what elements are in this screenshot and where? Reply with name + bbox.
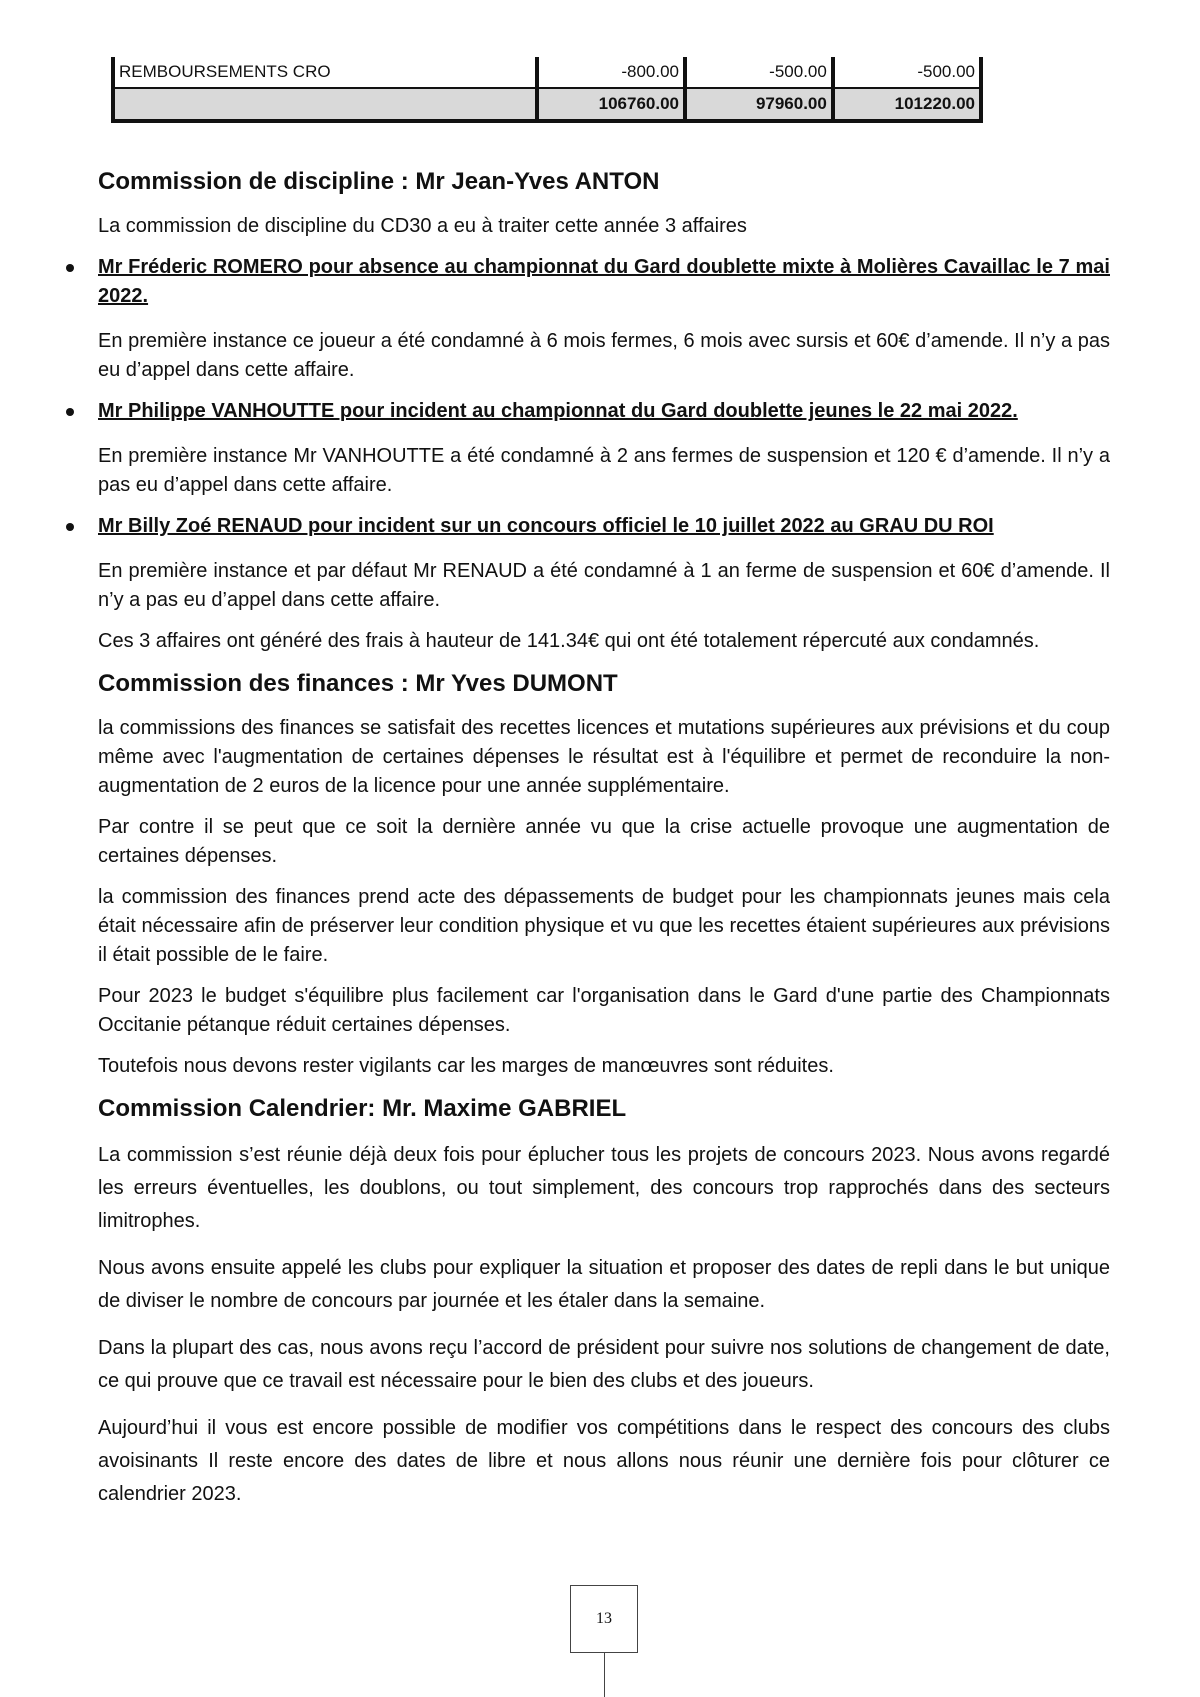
finances-paragraph: la commissions des finances se satisfait des recettes licences et mutations supérieures aux prévisions et du coup même avec l'augmentation de certaines dépenses le résultat est à l'équilibre et permet de reconduire la non-augmentation de 2 euros de la licence pour une année supplémentaire. [98,717,1110,797]
discipline-closing: Ces 3 affaires ont généré des frais à hauteur de 141.34€ qui ont été totalement répercuté aux condamnés. [98,630,1040,652]
finances-paragraph: Toutefois nous devons rester vigilants car les marges de manœuvres sont réduites. [98,1055,834,1077]
calendrier-paragraph: Nous avons ensuite appelé les clubs pour expliquer la situation et proposer des dates de repli dans le but unique de diviser le nombre de concours par journée et les étaler dans la semaine. [98,1257,1110,1312]
table-row [113,57,981,88]
case-text: En première instance Mr VANHOUTTE a été condamné à 2 ans fermes de suspension et 120 € d’amende. Il n’y a pas eu d’appel dans cette affaire. [98,445,1110,496]
calendrier-paragraph: La commission s’est réunie déjà deux fois pour éplucher tous les projets de concours 2023. Nous avons regardé les erreurs éventuelles, les doublons, ou tout simplement, des concours trop rapprochés dans des secteurs limitrophes. [98,1144,1110,1232]
table-cell-total: 101220.00 [833,88,981,121]
case-title-text: Mr Billy Zoé RENAUD pour incident sur un concours officiel le 10 juillet 2022 au GRAU DU ROI [98,515,994,537]
bullet-icon [66,264,74,272]
calendrier-paragraph: Dans la plupart des cas, nous avons reçu l’accord de président pour suivre nos solutions de changement de date, ce qui prouve que ce travail est nécessaire pour le bien des clubs et des joueurs. [98,1337,1110,1392]
document-body [98,166,1110,1525]
case-text: En première instance et par défaut Mr RENAUD a été condamné à 1 an ferme de suspension et 60€ d’amende. Il n’y a pas eu d’appel dans cette affaire. [98,560,1110,611]
section-heading-discipline: Commission de discipline : Mr Jean-Yves ANTON [98,168,660,195]
discipline-intro: La commission de discipline du CD30 a eu à traiter cette année 3 affaires [98,215,747,237]
calendrier-paragraph: Aujourd’hui il vous est encore possible de modifier vos compétitions dans le respect des concours des clubs avoisinants Il reste encore des dates de libre et nous allons nous réunir une dernière fois pour clôturer ce calendrier 2023. [98,1417,1110,1505]
table-row-total [113,88,981,121]
table-cell-label [113,88,537,121]
budget-table-fragment [111,57,983,123]
table-cell-value: -500.00 [685,57,833,88]
table-cell-total: 97960.00 [685,88,833,121]
table-cell-value: -500.00 [833,57,981,88]
bullet-icon [66,523,74,531]
case-title-text: Mr Fréderic ROMERO pour absence au championnat du Gard doublette mixte à Molières Cavaillac le 7 mai 2022. [98,256,1110,307]
case-title [98,253,1110,311]
finances-paragraph: la commission des finances prend acte des dépassements de budget pour les championnats jeunes mais cela était nécessaire afin de préserver leur condition physique et vu que les recettes étaient supérieures aux prévisions il était possible de le faire. [98,886,1110,966]
bullet-icon [66,408,74,416]
table-cell-value: -800.00 [537,57,685,88]
page-number-connector [604,1653,605,1697]
finances-paragraph: Pour 2023 le budget s'équilibre plus facilement car l'organisation dans le Gard d'une partie des Championnats Occitanie pétanque réduit certaines dépenses. [98,985,1110,1036]
case-text: En première instance ce joueur a été condamné à 6 mois fermes, 6 mois avec sursis et 60€ d’amende. Il n’y a pas eu d’appel dans cette affaire. [98,330,1110,381]
table-cell-label: REMBOURSEMENTS CRO [113,57,537,88]
table-cell-total: 106760.00 [537,88,685,121]
case-title [98,397,1110,426]
page-number: 13 [570,1585,638,1653]
finances-paragraph: Par contre il se peut que ce soit la dernière année vu que la crise actuelle provoque une augmentation de certaines dépenses. [98,816,1110,867]
section-heading-finances: Commission des finances : Mr Yves DUMONT [98,670,618,697]
section-heading-calendrier: Commission Calendrier: Mr. Maxime GABRIEL [98,1095,627,1122]
case-title [98,512,1110,541]
case-title-text: Mr Philippe VANHOUTTE pour incident au championnat du Gard doublette jeunes le 22 mai 2022. [98,400,1018,422]
